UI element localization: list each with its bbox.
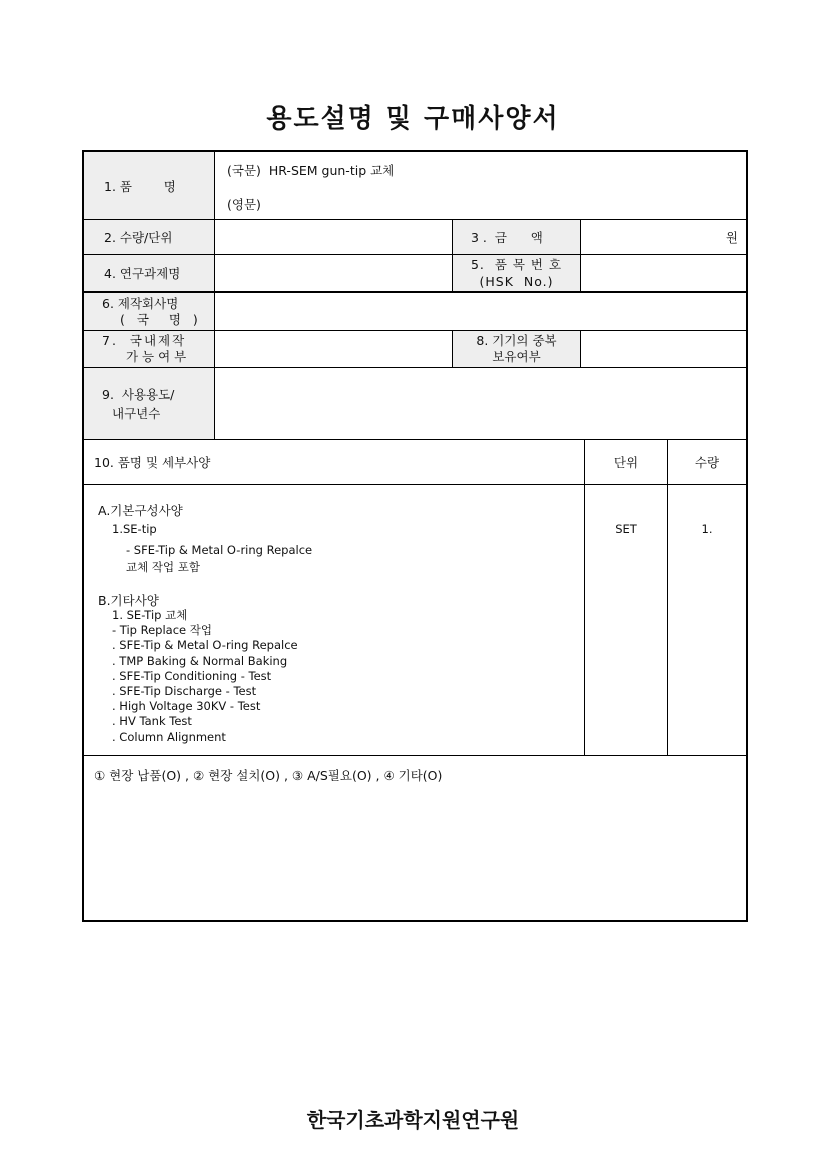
list-item: . HV Tank Test [112,714,192,729]
domestic-label-cell [84,331,214,367]
list-item: - Tip Replace 작업 [112,623,212,638]
amount-label: 3 . 금 액 [471,230,543,245]
list-item: . SFE-Tip & Metal O-ring Repalce [112,638,298,653]
manufacturer-label-line2: ( 국 명 ) [120,311,202,327]
hsk-label-line2: (HSK No.) [479,274,554,289]
spec-section-a-detail2: 교체 작업 포함 [126,560,200,574]
unit-value: SET [615,522,637,536]
spec-section-a-detail1: - SFE-Tip & Metal O-ring Repalce [126,543,313,557]
item-name-value-cell [214,152,746,219]
spec-section-b-list [112,608,298,745]
spec-section-a-title: A.기본구성사양 [98,503,183,518]
amount-value-cell [580,220,746,254]
domestic-value [214,331,452,367]
spec-form-table [82,150,748,922]
amount-label-cell [452,220,580,254]
amount-currency: 원 [725,230,738,245]
unit-value-cell [584,485,667,755]
unit-header-cell [584,440,667,484]
duplicate-value [580,331,746,367]
list-item: . SFE-Tip Conditioning - Test [112,668,272,683]
quantity-unit-value [214,220,452,254]
manufacturer-label-cell [84,293,214,330]
duplicate-label-line1: 8. 기기의 중복 [476,333,557,348]
project-name-label-cell [84,255,214,291]
list-item: . High Voltage 30KV - Test [112,699,261,714]
list-item: 1. SE-Tip 교체 [112,608,188,622]
spec-header-label-cell [84,440,584,484]
spec-header-label: 10. 품명 및 세부사양 [94,455,211,470]
qty-value-cell [667,485,746,755]
usage-label-cell [84,368,214,439]
hsk-label-line1: 5. 품 목 번 호 [470,257,563,272]
organization-name: 한국기초과학지원연구원 [306,1108,520,1132]
quantity-unit-label: 2. 수량/단위 [104,230,173,245]
list-item: . SFE-Tip Discharge - Test [112,684,257,699]
domestic-label-line1: 7. 국내제작 [102,333,187,348]
duplicate-label-cell [452,331,580,367]
manufacturer-label-line1: 6. 제작회사명 [102,295,179,311]
spec-body-cell [84,485,584,755]
qty-header-cell [667,440,746,484]
qty-header: 수량 [694,455,720,470]
spec-section-a-item: 1.SE-tip [112,522,157,536]
manufacturer-value [214,293,746,330]
list-item: . TMP Baking & Normal Baking [112,653,288,668]
usage-value [214,368,746,439]
quantity-unit-label-cell [84,220,214,254]
hsk-label-cell [452,255,580,291]
project-name-label: 4. 연구과제명 [104,266,181,281]
qty-value: 1. [701,522,713,536]
hsk-value [580,255,746,291]
delivery-note-cell [84,756,746,920]
usage-label-line2: 내구년수 [112,405,161,421]
item-name-korean: (국문) HR-SEM gun-tip 교체 [227,163,395,178]
unit-header: 단위 [613,455,639,470]
delivery-note: ① 현장 납품(O) , ② 현장 설치(O) , ③ A/S필요(O) , ④ 기타(O) [94,768,443,783]
item-name-label: 1. 품 명 [104,178,176,194]
project-name-value [214,255,452,291]
domestic-label-line2: 가 능 여 부 [126,349,187,364]
usage-label-line1: 9. 사용용도/ [102,386,175,402]
item-name-label-cell [84,152,214,219]
duplicate-label-line2: 보유여부 [492,349,541,364]
list-item: . Column Alignment [112,729,226,744]
document-title: 용도설명 및 구매사양서 [266,104,560,134]
spec-section-b-title: B.기타사양 [98,593,159,608]
item-name-english: (영문) [227,197,261,212]
